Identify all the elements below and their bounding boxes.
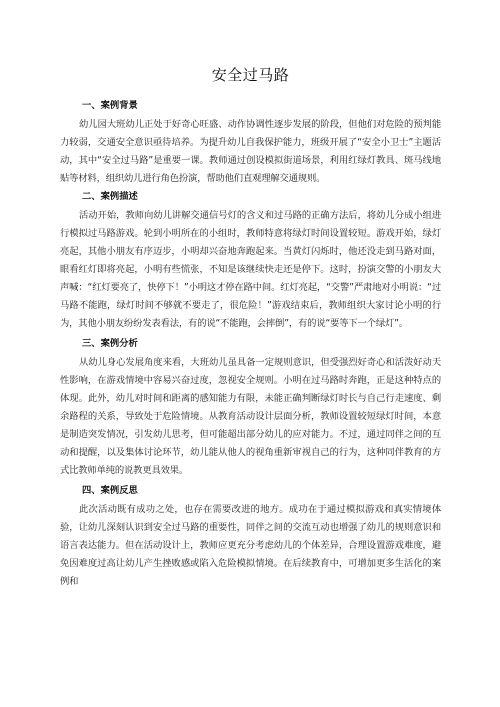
section-paragraph: 此次活动既有成功之处，也存在需要改进的地方。成功在于通过模拟游戏和真实情境体验，让幼儿深刻认识到安全过马路的重要性，同伴之间的交流互动也增强了幼儿的规则意识和语言表达能力。但在活动设计上，教师应更充分考虑幼儿的个体差异，合理设置游戏难度，避免因难度过高让幼儿产生挫败感或陷入危险模拟情境。在后续教育中，可增加更多生活化的案例和: [60, 504, 441, 587]
section-paragraph: 从幼儿身心发展角度来看，大班幼儿虽具备一定规则意识，但受强烈好奇心和活泼好动天性影响，在游戏情境中容易兴奋过度，忽视安全规则。小明在过马路时奔跑，正是这种特点的体现。此外，幼儿对时间和距离的感知能力有限，未能正确判断绿灯时长与自己行走速度、剩余路程的关系，导致处于危险情境。从教育活动设计层面分析，教师设置较短绿灯时间，本意是制造突发情况，引发幼儿思考，但可能超出部分幼儿的应对能力。不过，通过同伴之间的互动和提醒，以及集体讨论环节，幼儿能从他人的视角重新审视自己的行为，这种同伴教育的方式比教师单纯的说教更具效果。: [60, 357, 441, 476]
section-heading: 二、案例描述: [82, 191, 138, 202]
section-heading: 三、案例分析: [82, 338, 138, 349]
section-paragraph: 活动开始，教师向幼儿讲解交通信号灯的含义和过马路的正确方法后，将幼儿分成小组进行模拟过马路游戏。轮到小明所在的小组时，教师特意将绿灯时间设置较短。游戏开始，绿灯亮起，其他小朋友有序迈步，小明却兴奋地奔跑起来。当黄灯闪烁时，他还没走到马路对面，眼看红灯即将亮起，小明有些慌张，不知是该继续快走还是停下。这时，扮演交警的小朋友大声喊：“红灯要亮了，快停下！”小明这才停在路中间。红灯亮起，“交警”严肃地对小明说：“过马路不能跑，绿灯时间不够就不要走了，很危险！”游戏结束后，教师组织大家讨论小明的行为，其他小朋友纷纷发表看法，有的说“不能跑，会摔倒”，有的说“要等下一个绿灯”。: [60, 210, 441, 329]
section-description: [60, 190, 441, 333]
section-analysis: [60, 337, 441, 480]
section-reflection: [60, 484, 441, 591]
section-paragraph: 幼儿园大班幼儿正处于好奇心旺盛、动作协调性逐步发展的阶段，但他们对危险的预判能力较弱，交通安全意识亟待培养。为提升幼儿自我保护能力，班级开展了“安全小卫士”主题活动，其中“安全过马路”是重要一课。教师通过创设模拟街道场景，利用红绿灯教具、斑马线地贴等材料，组织幼儿进行角色扮演，帮助他们直观理解交通规则。: [60, 119, 441, 184]
document-title: 安全过马路: [211, 66, 290, 84]
section-heading: 四、案例反思: [82, 485, 138, 496]
section-background: [60, 99, 441, 188]
section-heading: 一、案例背景: [82, 100, 138, 111]
